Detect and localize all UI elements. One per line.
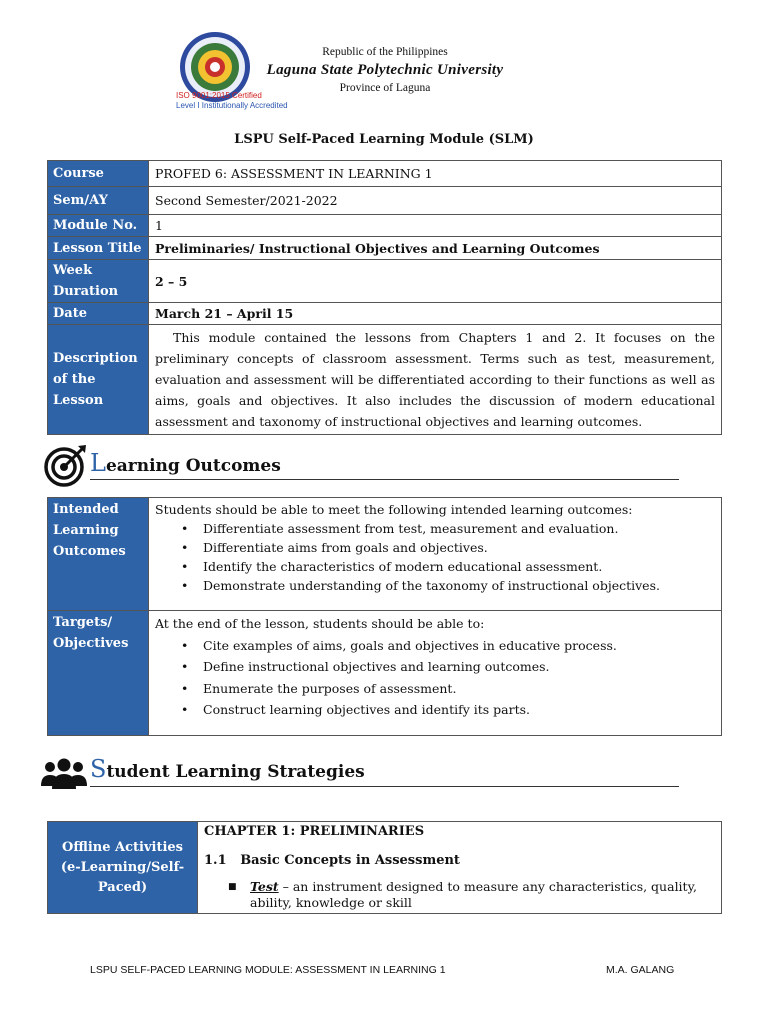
intended-outcomes-row xyxy=(48,498,722,611)
intended-outcomes-label xyxy=(48,498,149,611)
intended-outcomes-intro: Students should be able to meet the following intended learning outcomes: xyxy=(155,502,633,517)
list-item: • Identify the characteristics of modern educational assessment. xyxy=(203,557,715,576)
learning-outcomes-heading xyxy=(90,449,281,477)
people-group-icon xyxy=(40,756,88,790)
module-title: LSPU Self-Paced Learning Module (SLM) xyxy=(234,132,534,147)
sem-row xyxy=(48,187,722,215)
description-label-line2: of the xyxy=(53,372,96,387)
targets-objectives-label xyxy=(48,611,149,736)
republic-text: Republic of the Philippines xyxy=(322,46,448,58)
term-definition: – an instrument designed to measure any characteristics, quality, ability, knowledge or skill xyxy=(250,879,697,910)
strategies-heading-text: tudent Learning Strategies xyxy=(106,762,365,782)
module-no-value: 1 xyxy=(149,215,722,237)
learning-outcomes-heading-cap: L xyxy=(90,449,106,477)
definition-item xyxy=(204,879,715,911)
chapter-title: CHAPTER 1: PRELIMINARIES xyxy=(204,824,425,839)
offline-label-line3: Paced) xyxy=(97,879,148,895)
accreditation-note xyxy=(176,91,288,111)
intended-outcomes-content xyxy=(149,498,722,611)
list-item: • Construct learning objectives and identify its parts. xyxy=(203,699,715,721)
square-bullet-icon: ■ xyxy=(228,882,237,892)
offline-label-line1: Offline Activities xyxy=(62,839,183,855)
list-item: • Differentiate assessment from test, measurement and evaluation. xyxy=(203,519,715,538)
province-text: Province of Laguna xyxy=(339,82,431,94)
description-label-line1: Description xyxy=(53,351,138,366)
module-no-label: Module No. xyxy=(48,215,149,237)
offline-activities-label xyxy=(48,822,198,914)
targets-label-line2: Objectives xyxy=(53,636,129,651)
university-name: Laguna State Polytechnic University xyxy=(266,62,504,78)
description-label-line3: Lesson xyxy=(53,393,104,408)
list-item: • Demonstrate understanding of the taxonomy of instructional objectives. xyxy=(203,576,715,595)
list-item: • Cite examples of aims, goals and objectives in educative process. xyxy=(203,635,715,657)
list-item: • Define instructional objectives and learning outcomes. xyxy=(203,656,715,678)
learning-outcomes-heading-text: earning Outcomes xyxy=(105,456,281,476)
course-row xyxy=(48,161,722,187)
week-duration-row xyxy=(48,260,722,303)
intended-label-line3: Outcomes xyxy=(53,544,126,559)
week-label-line1: Week xyxy=(53,263,93,278)
targets-objectives-content xyxy=(149,611,722,736)
week-label-line2: Duration xyxy=(53,284,119,299)
footer-author: M.A. GALANG xyxy=(606,964,675,976)
targets-label-line1: Targets/ xyxy=(53,615,113,630)
intended-label-line1: Intended xyxy=(53,502,119,517)
learning-outcomes-rule xyxy=(90,479,679,480)
lesson-title-label: Lesson Title xyxy=(48,237,149,260)
strategies-heading xyxy=(90,755,365,783)
sem-value: Second Semester/2021-2022 xyxy=(149,187,722,215)
date-label: Date xyxy=(48,303,149,325)
lesson-title-row xyxy=(48,237,722,260)
offline-label-line2: (e-Learning/Self- xyxy=(60,859,185,875)
date-row xyxy=(48,303,722,325)
term-test: Test xyxy=(250,879,279,894)
lesson-title-value: Preliminaries/ Instructional Objectives and Learning Outcomes xyxy=(149,237,722,260)
description-label xyxy=(48,325,149,435)
week-duration-value: 2 – 5 xyxy=(149,260,722,303)
offline-activities-content xyxy=(198,822,722,914)
sem-label: Sem/AY xyxy=(48,187,149,215)
strategies-table xyxy=(47,821,722,914)
intended-outcomes-list xyxy=(155,519,715,595)
targets-list xyxy=(155,635,715,721)
strategies-rule xyxy=(90,786,679,787)
list-item: • Enumerate the purposes of assessment. xyxy=(203,678,715,700)
module-no-row xyxy=(48,215,722,237)
list-item: • Differentiate aims from goals and objectives. xyxy=(203,538,715,557)
target-icon xyxy=(44,443,88,487)
description-row xyxy=(48,325,722,435)
date-value: March 21 – April 15 xyxy=(149,303,722,325)
week-duration-label xyxy=(48,260,149,303)
targets-objectives-row xyxy=(48,611,722,736)
section-title: 1.1 Basic Concepts in Assessment xyxy=(204,853,460,868)
offline-activities-row xyxy=(48,822,722,914)
course-label: Course xyxy=(48,161,149,187)
intended-label-line2: Learning xyxy=(53,523,119,538)
description-value: This module contained the lessons from Chapters 1 and 2. It focuses on the preliminary concepts of classroom assessment. Terms such as test, measurement, evaluation and assessment will be differentiated according to their functions as well as aims, goals and objectives. It also includes the discussion of modern educational assessment and taxonomy of instructional objectives and learning outcomes. xyxy=(149,325,722,435)
footer-module-name: LSPU SELF-PACED LEARNING MODULE: ASSESSMENT IN LEARNING 1 xyxy=(90,964,446,976)
targets-intro: At the end of the lesson, students should be able to: xyxy=(155,616,485,631)
accreditation-level-text: Level I Institutionally Accredited xyxy=(176,101,288,110)
course-value: PROFED 6: ASSESSMENT IN LEARNING 1 xyxy=(149,161,722,187)
learning-outcomes-table xyxy=(47,497,722,736)
iso-certified-text: ISO 9001:2015 Certified xyxy=(176,91,262,100)
strategies-heading-cap: S xyxy=(90,755,107,783)
module-info-table xyxy=(47,160,722,435)
